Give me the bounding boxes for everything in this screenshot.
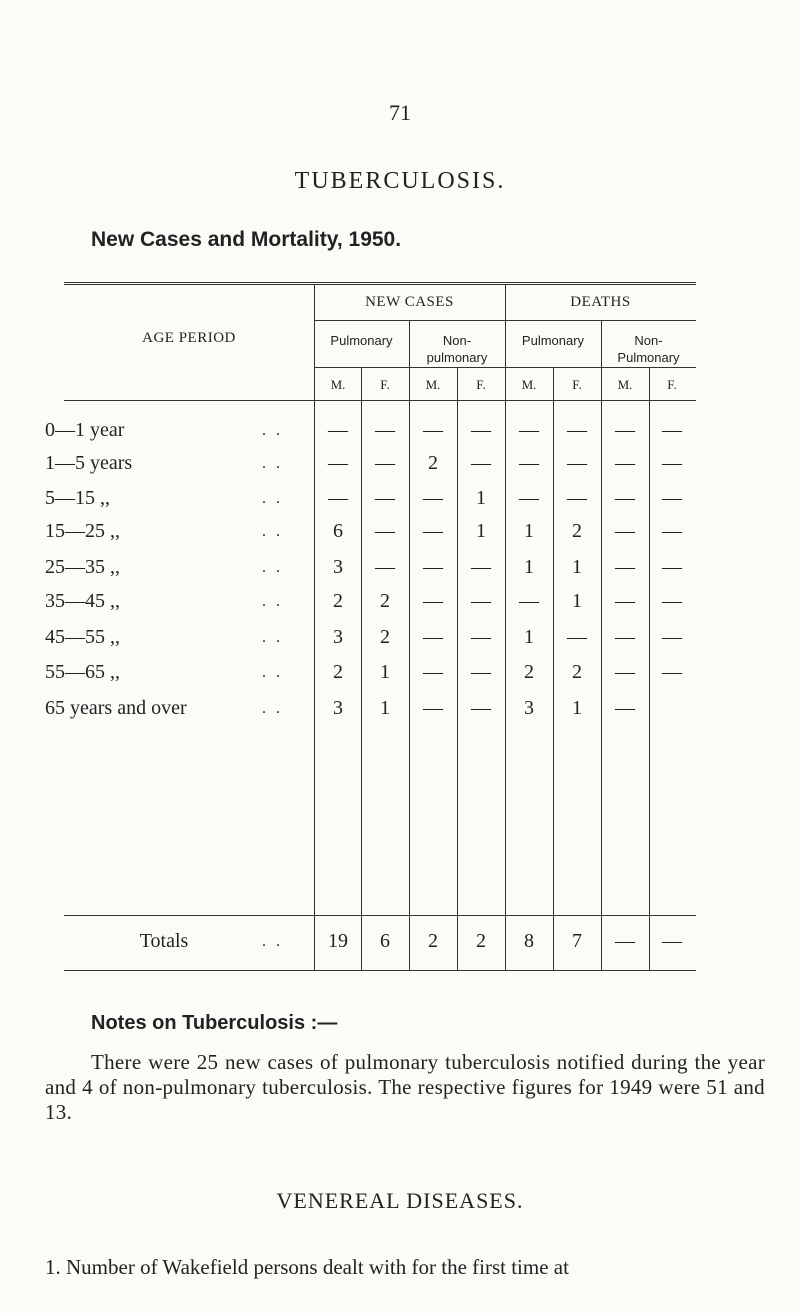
table-cell: 2: [333, 660, 343, 683]
table-cell: —: [519, 419, 539, 441]
leader-dots: . .: [262, 558, 283, 576]
table-cell: —: [328, 452, 348, 474]
row-label: 35—45 ,,: [45, 590, 120, 612]
venereal-diseases-title: VENEREAL DISEASES.: [276, 1188, 524, 1213]
sex-header: M.: [330, 377, 346, 392]
notes-paragraph: There were 25 new cases of pulmonary tuberculosis notified during the year and 4 of non-pulmonary tuberculosis. The respective figures for 1949 were 51 and 13.: [45, 1050, 765, 1124]
page-title: TUBERCULOSIS.: [294, 168, 506, 194]
totals-cell: —: [615, 930, 635, 952]
table-cell: 2: [572, 660, 582, 683]
sex-header: M.: [425, 377, 441, 392]
table-cell: —: [328, 419, 348, 441]
table-cell: —: [567, 626, 587, 648]
table-cell: 2: [524, 660, 534, 683]
table-cell: —: [471, 660, 491, 683]
table-cell: —: [615, 590, 635, 612]
table-cell: —: [471, 626, 491, 648]
table-cell: —: [471, 555, 491, 578]
table-cell: 3: [333, 696, 343, 719]
table-cell: —: [423, 626, 443, 648]
row-label: 55—65 ,,: [45, 660, 120, 683]
deaths-header: DEATHS: [570, 294, 631, 310]
table-cell: 6: [333, 519, 343, 542]
table-cell: 3: [333, 626, 343, 648]
table-cell: —: [615, 555, 635, 578]
table-cell: —: [471, 419, 491, 441]
table-cell: —: [471, 452, 491, 474]
table-cell: —: [375, 519, 395, 542]
leader-dots: . .: [262, 629, 283, 646]
table-cell: —: [662, 660, 682, 683]
leader-dots: . .: [262, 422, 283, 439]
table-cell: —: [615, 696, 635, 719]
table-cell: —: [615, 452, 635, 474]
totals-cell: 7: [572, 930, 582, 952]
table-cell: —: [567, 486, 587, 509]
totals-cell: 2: [428, 930, 438, 952]
row-label: 5—15 ,,: [45, 486, 110, 509]
row-label: 15—25 ,,: [45, 519, 120, 542]
deaths-pulmonary-header: Pulmonary: [521, 333, 585, 348]
table-cell: —: [328, 486, 348, 509]
table-cell: —: [662, 555, 682, 578]
table-cell: —: [471, 590, 491, 612]
leader-dots: . .: [262, 455, 283, 472]
notes-heading: Notes on Tuberculosis :—: [91, 1012, 338, 1034]
table-cell: 2: [333, 590, 343, 612]
leader-dots: . .: [262, 593, 283, 610]
table-cell: —: [423, 486, 443, 509]
table-cell: —: [567, 452, 587, 474]
deaths-non-pulmonary-header: Non- Pulmonary: [617, 333, 680, 365]
table-cell: —: [615, 486, 635, 509]
table-cell: 2: [380, 590, 390, 612]
table-cell: —: [375, 419, 395, 441]
sex-header: F.: [476, 377, 486, 392]
table-cell: —: [423, 519, 443, 542]
table-cell: 1: [524, 519, 534, 542]
table-cell: —: [662, 519, 682, 542]
table-cell: —: [423, 590, 443, 612]
table-cell: —: [662, 590, 682, 612]
table-cell: —: [423, 419, 443, 441]
table-cell: 1: [572, 590, 582, 612]
venereal-list-item-1: 1. Number of Wakefield persons dealt with for the first time at: [45, 1255, 569, 1279]
table-cell: 1: [524, 626, 534, 648]
leader-dots: . .: [262, 699, 283, 717]
table-cell: 1: [380, 660, 390, 683]
row-label: 0—1 year: [45, 419, 125, 441]
table-cell: 3: [333, 555, 343, 578]
table-cell: —: [615, 419, 635, 441]
sex-header: M.: [617, 377, 633, 392]
totals-cell: 8: [524, 930, 534, 952]
new-pulmonary-header: Pulmonary: [330, 333, 393, 348]
table-cell: 1: [476, 486, 486, 509]
table-cell: 1: [572, 696, 582, 719]
table-cell: —: [375, 486, 395, 509]
new-cases-header: NEW CASES: [365, 294, 454, 310]
table-cell: —: [423, 696, 443, 719]
table-cell: —: [615, 519, 635, 542]
table-cell: —: [375, 555, 395, 578]
table-cell: —: [423, 555, 443, 578]
leader-dots: . .: [262, 663, 283, 681]
row-label: 25—35 ,,: [45, 555, 120, 578]
table-cell: —: [567, 419, 587, 441]
table-cell: 1: [380, 696, 390, 719]
table-cell: —: [662, 626, 682, 648]
row-label: 1—5 years: [45, 452, 133, 474]
row-label: 45—55 ,,: [45, 626, 120, 648]
table-cell: —: [662, 486, 682, 509]
new-non-pulmonary-header: Non- pulmonary: [426, 333, 488, 365]
table-cell: 2: [572, 519, 582, 542]
sex-header: F.: [572, 377, 582, 392]
totals-cell: 2: [476, 930, 486, 952]
totals-cell: 6: [380, 930, 390, 952]
table-cell: —: [519, 486, 539, 509]
table-cell: —: [519, 590, 539, 612]
totals-cell: —: [662, 930, 682, 952]
sex-header: M.: [521, 377, 537, 392]
table-cell: 1: [572, 555, 582, 578]
table-cell: —: [615, 660, 635, 683]
leader-dots: . .: [262, 522, 283, 540]
table-cell: —: [662, 419, 682, 441]
leader-dots: . .: [262, 489, 283, 507]
page-number: 71: [389, 100, 411, 125]
table-cell: —: [423, 660, 443, 683]
table-cell: —: [615, 626, 635, 648]
sex-header: F.: [667, 377, 677, 392]
table-cell: —: [519, 452, 539, 474]
totals-label: Totals: [139, 930, 189, 952]
table-cell: 2: [380, 626, 390, 648]
table-cell: —: [662, 452, 682, 474]
table-cell: 1: [524, 555, 534, 578]
sex-header: F.: [380, 377, 390, 392]
age-period-header: AGE PERIOD: [142, 330, 236, 346]
table-cell: 1: [476, 519, 486, 542]
table-subtitle: New Cases and Mortality, 1950.: [91, 228, 402, 251]
leader-dots: . .: [262, 933, 283, 950]
table-cell: —: [375, 452, 395, 474]
totals-cell: 19: [328, 930, 348, 952]
row-label: 65 years and over: [45, 696, 187, 719]
table-cell: —: [471, 696, 491, 719]
table-cell: 3: [524, 696, 534, 719]
table-cell: 2: [428, 452, 438, 474]
